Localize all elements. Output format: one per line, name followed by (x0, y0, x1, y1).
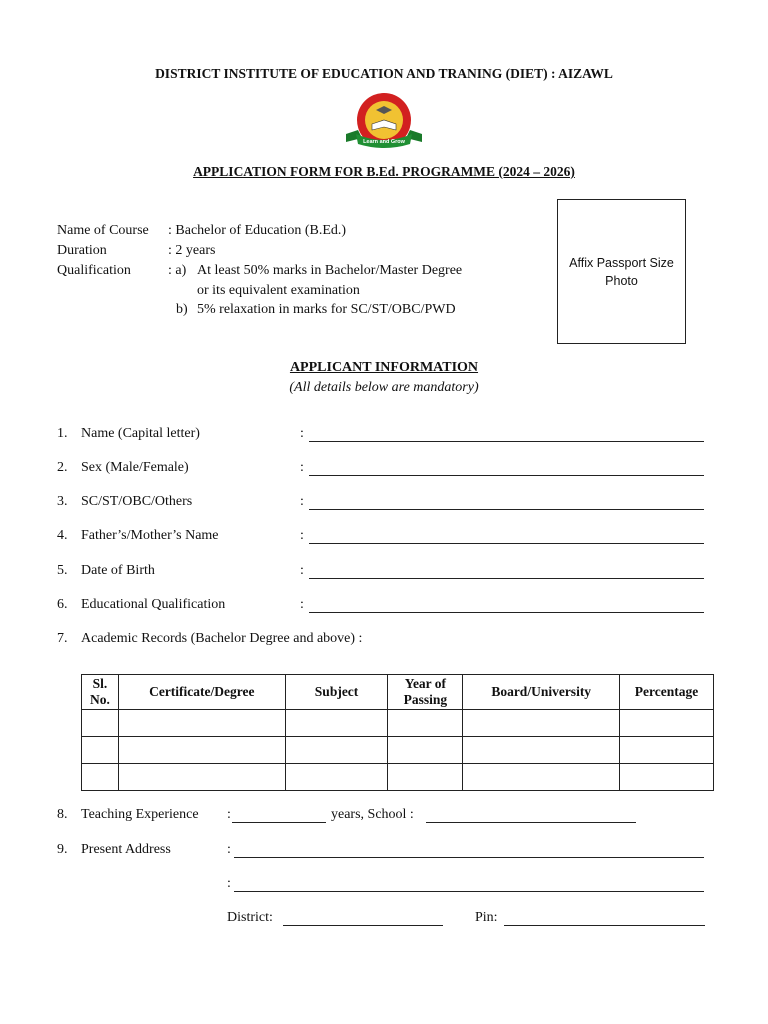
field-colon: : (300, 494, 304, 509)
teaching-experience-label: Teaching Experience (81, 807, 199, 822)
field-row-sex (0, 460, 768, 480)
table-row (82, 764, 714, 791)
table-cell[interactable] (620, 710, 714, 737)
table-cell[interactable] (82, 764, 119, 791)
table-row (82, 710, 714, 737)
duration-value: : 2 years (168, 243, 216, 258)
field-label-category: SC/ST/OBC/Others (81, 494, 193, 509)
table-cell[interactable] (285, 764, 388, 791)
table-cell[interactable] (620, 737, 714, 764)
applicant-section-title: APPLICANT INFORMATION (289, 360, 479, 375)
table-cell[interactable] (82, 737, 119, 764)
district-label: District: (227, 910, 273, 925)
field-row-district-pin (0, 910, 768, 930)
table-cell[interactable] (82, 710, 119, 737)
passport-photo-box[interactable] (557, 199, 686, 344)
institute-title: DISTRICT INSTITUTE OF EDUCATION AND TRANING (DIET) : AIZAWL (155, 66, 613, 81)
table-cell[interactable] (388, 764, 463, 791)
field-number: 5. (57, 563, 68, 578)
table-cell[interactable] (463, 710, 620, 737)
field-row-dob (0, 563, 768, 583)
col-header-certificate: Certificate/Degree (118, 675, 285, 710)
parent-name-input-line[interactable] (309, 543, 704, 544)
field-row-teaching (0, 807, 768, 827)
years-school-label: years, School : (331, 807, 414, 822)
table-cell[interactable] (620, 764, 714, 791)
address-line2-input[interactable] (234, 891, 704, 892)
col-header-subject: Subject (285, 675, 388, 710)
present-address-label: Present Address (81, 842, 171, 857)
field-row-academic (0, 631, 768, 651)
field-label-education: Educational Qualification (81, 597, 226, 612)
table-cell[interactable] (388, 710, 463, 737)
col-header-board: Board/University (463, 675, 620, 710)
form-title: APPLICATION FORM FOR B.Ed. PROGRAMME (2024 – 2026) (193, 164, 575, 179)
field-row-category (0, 494, 768, 514)
field-row-address-2 (0, 876, 768, 896)
field-label-sex: Sex (Male/Female) (81, 460, 189, 475)
pin-input-line[interactable] (504, 925, 705, 926)
field-colon: : (300, 528, 304, 543)
field-colon: : (300, 597, 304, 612)
district-input-line[interactable] (283, 925, 443, 926)
field-number: 9. (57, 842, 68, 857)
field-label-dob: Date of Birth (81, 563, 155, 578)
education-input-line[interactable] (309, 612, 704, 613)
table-header-row (82, 675, 714, 710)
qualification-label: Qualification (57, 263, 131, 278)
table-cell[interactable] (285, 737, 388, 764)
table-cell[interactable] (388, 737, 463, 764)
col-header-year: Year of Passing (388, 675, 463, 710)
qual-b-text: 5% relaxation in marks for SC/ST/OBC/PWD (197, 302, 456, 317)
photo-label-line1: Affix Passport Size (569, 255, 674, 270)
qual-a-line1: At least 50% marks in Bachelor/Master Degree (197, 263, 463, 278)
diet-logo (344, 90, 424, 152)
address-line1-input[interactable] (234, 857, 704, 858)
table-cell[interactable] (118, 764, 285, 791)
table-cell[interactable] (463, 764, 620, 791)
course-name-label: Name of Course (57, 223, 149, 238)
field-label-parent-name: Father’s/Mother’s Name (81, 528, 219, 543)
table-cell[interactable] (118, 710, 285, 737)
field-colon: : (227, 876, 231, 891)
pin-label: Pin: (475, 910, 498, 925)
table-cell[interactable] (118, 737, 285, 764)
field-row-education (0, 597, 768, 617)
academic-records-table (81, 674, 714, 791)
sex-input-line[interactable] (309, 475, 704, 476)
academic-records-label: Academic Records (Bachelor Degree and above) : (81, 631, 363, 646)
logo-motto: Learn and Grow (363, 139, 405, 145)
field-colon: : (300, 460, 304, 475)
field-row-name (0, 426, 768, 446)
applicant-section-note: (All details below are mandatory) (289, 380, 479, 395)
dob-input-line[interactable] (309, 578, 704, 579)
photo-label-line2: Photo (605, 273, 638, 288)
course-name-value: : Bachelor of Education (B.Ed.) (168, 223, 347, 238)
field-row-address (0, 842, 768, 862)
field-number: 7. (57, 631, 68, 646)
field-number: 1. (57, 426, 68, 441)
field-label-name: Name (Capital letter) (81, 426, 200, 441)
name-input-line[interactable] (309, 441, 704, 442)
qual-a-marker: : a) (168, 263, 187, 278)
duration-label: Duration (57, 243, 107, 258)
field-number: 4. (57, 528, 68, 543)
col-header-percentage: Percentage (620, 675, 714, 710)
qual-a-line2: or its equivalent examination (197, 283, 360, 298)
category-input-line[interactable] (309, 509, 704, 510)
field-row-parent-name (0, 528, 768, 548)
field-number: 8. (57, 807, 68, 822)
school-input-line[interactable] (426, 822, 636, 823)
field-number: 3. (57, 494, 68, 509)
field-colon: : (227, 807, 231, 822)
qual-b-marker: b) (176, 302, 188, 317)
field-colon: : (227, 842, 231, 857)
field-number: 6. (57, 597, 68, 612)
table-cell[interactable] (285, 710, 388, 737)
field-number: 2. (57, 460, 68, 475)
col-header-sl-no: Sl. No. (82, 675, 119, 710)
table-row (82, 737, 714, 764)
field-colon: : (300, 426, 304, 441)
years-input-line[interactable] (232, 822, 326, 823)
field-colon: : (300, 563, 304, 578)
table-cell[interactable] (463, 737, 620, 764)
